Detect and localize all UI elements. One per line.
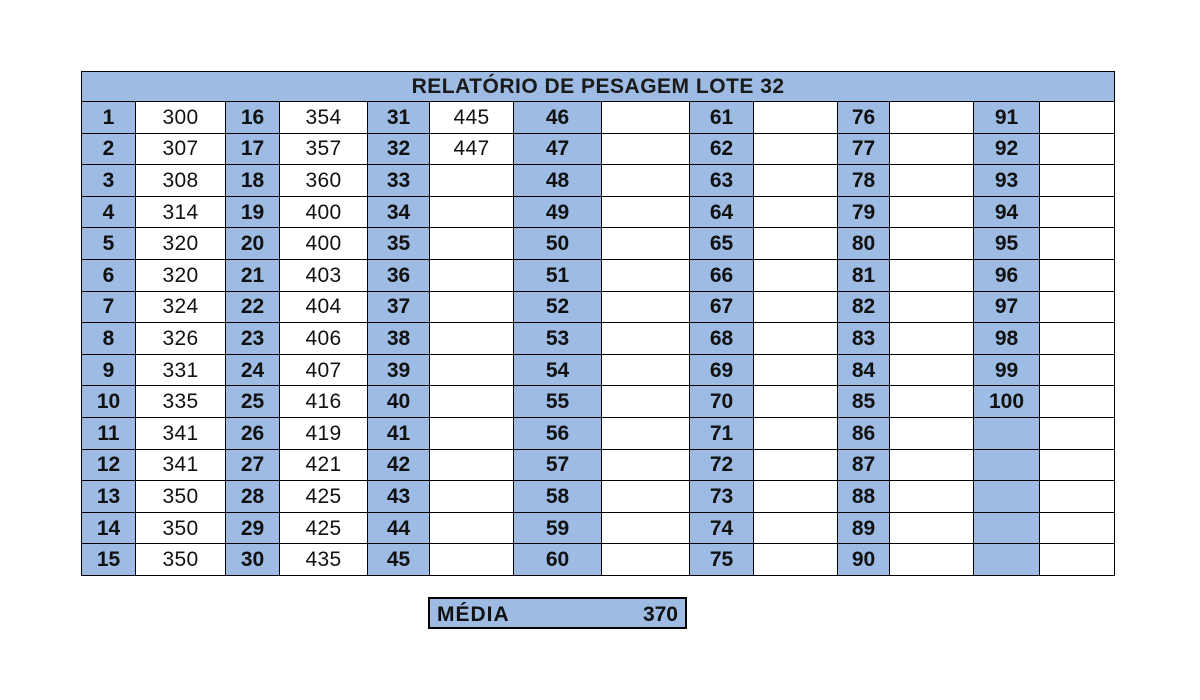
table-row — [82, 259, 1115, 291]
animal-number-cell: 74 — [690, 512, 754, 544]
weight-cell — [890, 133, 974, 165]
animal-number-cell: 77 — [838, 133, 890, 165]
weight-cell: 300 — [136, 102, 226, 134]
weight-cell: 320 — [136, 259, 226, 291]
animal-number-cell: 15 — [82, 544, 136, 576]
animal-number-cell: 2 — [82, 133, 136, 165]
animal-number-cell: 99 — [974, 354, 1040, 386]
weight-cell: 435 — [280, 544, 368, 576]
table-row — [82, 291, 1115, 323]
weight-cell: 308 — [136, 165, 226, 197]
animal-number-cell: 13 — [82, 481, 136, 513]
animal-number-cell: 10 — [82, 386, 136, 418]
animal-number-cell: 96 — [974, 259, 1040, 291]
animal-number-cell: 55 — [514, 386, 602, 418]
animal-number-cell: 81 — [838, 259, 890, 291]
animal-number-cell: 1 — [82, 102, 136, 134]
animal-number-cell: 19 — [226, 196, 280, 228]
weight-cell — [890, 291, 974, 323]
weight-cell — [890, 512, 974, 544]
weight-cell — [602, 323, 690, 355]
weight-cell — [602, 354, 690, 386]
weight-cell: 354 — [280, 102, 368, 134]
animal-number-cell: 44 — [368, 512, 430, 544]
weight-cell — [754, 259, 838, 291]
animal-number-cell: 21 — [226, 259, 280, 291]
weight-cell: 335 — [136, 386, 226, 418]
animal-number-cell: 7 — [82, 291, 136, 323]
weight-cell — [430, 544, 514, 576]
table-row — [82, 417, 1115, 449]
animal-number-cell: 49 — [514, 196, 602, 228]
animal-number-cell: 100 — [974, 386, 1040, 418]
weight-cell: 407 — [280, 354, 368, 386]
animal-number-cell: 92 — [974, 133, 1040, 165]
animal-number-cell: 29 — [226, 512, 280, 544]
weight-cell — [754, 512, 838, 544]
weight-cell — [1040, 291, 1115, 323]
animal-number-cell — [974, 417, 1040, 449]
animal-number-cell: 60 — [514, 544, 602, 576]
animal-number-cell: 20 — [226, 228, 280, 260]
animal-number-cell: 69 — [690, 354, 754, 386]
weight-cell — [430, 512, 514, 544]
weight-cell: 425 — [280, 512, 368, 544]
table-row — [82, 133, 1115, 165]
weight-cell: 406 — [280, 323, 368, 355]
animal-number-cell — [974, 512, 1040, 544]
weight-cell — [1040, 386, 1115, 418]
animal-number-cell — [974, 481, 1040, 513]
weight-cell — [1040, 259, 1115, 291]
animal-number-cell: 5 — [82, 228, 136, 260]
animal-number-cell: 33 — [368, 165, 430, 197]
weight-cell: 404 — [280, 291, 368, 323]
weight-cell — [890, 259, 974, 291]
weight-cell: 357 — [280, 133, 368, 165]
weight-cell — [754, 133, 838, 165]
weight-cell — [602, 417, 690, 449]
animal-number-cell: 63 — [690, 165, 754, 197]
weight-cell — [1040, 449, 1115, 481]
average-value: 370 — [642, 603, 678, 626]
weight-cell — [602, 102, 690, 134]
table-row — [82, 354, 1115, 386]
weight-cell — [754, 354, 838, 386]
animal-number-cell: 62 — [690, 133, 754, 165]
animal-number-cell: 23 — [226, 323, 280, 355]
animal-number-cell: 90 — [838, 544, 890, 576]
weight-cell: 320 — [136, 228, 226, 260]
weight-cell: 419 — [280, 417, 368, 449]
weight-cell — [754, 228, 838, 260]
animal-number-cell: 70 — [690, 386, 754, 418]
table-row — [82, 512, 1115, 544]
weight-cell: 403 — [280, 259, 368, 291]
animal-number-cell: 71 — [690, 417, 754, 449]
animal-number-cell: 94 — [974, 196, 1040, 228]
weight-cell: 416 — [280, 386, 368, 418]
weight-cell — [602, 544, 690, 576]
weight-cell — [754, 291, 838, 323]
weight-cell — [430, 228, 514, 260]
animal-number-cell: 53 — [514, 323, 602, 355]
animal-number-cell: 9 — [82, 354, 136, 386]
animal-number-cell: 39 — [368, 354, 430, 386]
animal-number-cell: 61 — [690, 102, 754, 134]
animal-number-cell: 18 — [226, 165, 280, 197]
weight-cell — [754, 449, 838, 481]
animal-number-cell: 6 — [82, 259, 136, 291]
animal-number-cell: 84 — [838, 354, 890, 386]
weight-cell — [602, 228, 690, 260]
animal-number-cell: 67 — [690, 291, 754, 323]
weight-cell — [1040, 102, 1115, 134]
animal-number-cell: 91 — [974, 102, 1040, 134]
weight-cell — [1040, 354, 1115, 386]
table-row — [82, 481, 1115, 513]
weight-cell — [602, 165, 690, 197]
animal-number-cell: 30 — [226, 544, 280, 576]
weight-cell — [890, 196, 974, 228]
animal-number-cell: 66 — [690, 259, 754, 291]
weight-cell — [890, 449, 974, 481]
animal-number-cell: 73 — [690, 481, 754, 513]
animal-number-cell: 88 — [838, 481, 890, 513]
animal-number-cell: 59 — [514, 512, 602, 544]
animal-number-cell: 16 — [226, 102, 280, 134]
weight-cell — [602, 196, 690, 228]
table-row — [82, 102, 1115, 134]
weight-cell: 360 — [280, 165, 368, 197]
weight-cell — [602, 449, 690, 481]
animal-number-cell — [974, 449, 1040, 481]
animal-number-cell: 97 — [974, 291, 1040, 323]
animal-number-cell: 54 — [514, 354, 602, 386]
animal-number-cell: 72 — [690, 449, 754, 481]
weight-cell: 425 — [280, 481, 368, 513]
weight-cell — [602, 386, 690, 418]
weight-cell: 326 — [136, 323, 226, 355]
weight-cell — [754, 417, 838, 449]
animal-number-cell — [974, 544, 1040, 576]
animal-number-cell: 75 — [690, 544, 754, 576]
weight-cell: 400 — [280, 228, 368, 260]
animal-number-cell: 32 — [368, 133, 430, 165]
animal-number-cell: 36 — [368, 259, 430, 291]
weight-cell: 307 — [136, 133, 226, 165]
weight-cell — [430, 259, 514, 291]
report-title: RELATÓRIO DE PESAGEM LOTE 32 — [82, 72, 1115, 102]
weight-cell: 314 — [136, 196, 226, 228]
weight-cell — [1040, 544, 1115, 576]
animal-number-cell: 35 — [368, 228, 430, 260]
weight-cell — [890, 544, 974, 576]
animal-number-cell: 46 — [514, 102, 602, 134]
weight-cell — [602, 259, 690, 291]
animal-number-cell: 25 — [226, 386, 280, 418]
animal-number-cell: 64 — [690, 196, 754, 228]
weight-cell: 341 — [136, 449, 226, 481]
animal-number-cell: 26 — [226, 417, 280, 449]
animal-number-cell: 41 — [368, 417, 430, 449]
animal-number-cell: 24 — [226, 354, 280, 386]
weight-cell — [430, 481, 514, 513]
weight-cell: 331 — [136, 354, 226, 386]
animal-number-cell: 65 — [690, 228, 754, 260]
weight-cell — [430, 354, 514, 386]
weight-cell: 421 — [280, 449, 368, 481]
animal-number-cell: 47 — [514, 133, 602, 165]
animal-number-cell: 93 — [974, 165, 1040, 197]
average-box — [428, 597, 687, 629]
weight-cell — [890, 354, 974, 386]
animal-number-cell: 57 — [514, 449, 602, 481]
table-row — [82, 386, 1115, 418]
weight-cell — [754, 386, 838, 418]
weight-cell — [430, 323, 514, 355]
weight-cell — [430, 196, 514, 228]
table-row — [82, 228, 1115, 260]
animal-number-cell: 98 — [974, 323, 1040, 355]
weight-cell — [430, 449, 514, 481]
weight-cell — [890, 323, 974, 355]
weight-cell — [890, 417, 974, 449]
table-row — [82, 323, 1115, 355]
animal-number-cell: 12 — [82, 449, 136, 481]
weight-cell — [430, 291, 514, 323]
animal-number-cell: 17 — [226, 133, 280, 165]
animal-number-cell: 56 — [514, 417, 602, 449]
animal-number-cell: 45 — [368, 544, 430, 576]
animal-number-cell: 83 — [838, 323, 890, 355]
animal-number-cell: 76 — [838, 102, 890, 134]
weight-cell: 350 — [136, 481, 226, 513]
animal-number-cell: 31 — [368, 102, 430, 134]
animal-number-cell: 89 — [838, 512, 890, 544]
animal-number-cell: 78 — [838, 165, 890, 197]
animal-number-cell: 38 — [368, 323, 430, 355]
weight-cell — [430, 386, 514, 418]
weight-cell — [754, 196, 838, 228]
weight-cell — [1040, 417, 1115, 449]
animal-number-cell: 52 — [514, 291, 602, 323]
animal-number-cell: 27 — [226, 449, 280, 481]
weight-cell: 400 — [280, 196, 368, 228]
animal-number-cell: 4 — [82, 196, 136, 228]
weight-cell — [1040, 323, 1115, 355]
weight-cell — [890, 228, 974, 260]
animal-number-cell: 40 — [368, 386, 430, 418]
weight-cell: 445 — [430, 102, 514, 134]
animal-number-cell: 86 — [838, 417, 890, 449]
weight-cell: 350 — [136, 544, 226, 576]
animal-number-cell: 85 — [838, 386, 890, 418]
animal-number-cell: 79 — [838, 196, 890, 228]
weight-cell — [890, 481, 974, 513]
animal-number-cell: 8 — [82, 323, 136, 355]
weighing-report-table — [81, 71, 1115, 576]
weight-cell — [754, 165, 838, 197]
table-row — [82, 449, 1115, 481]
animal-number-cell: 80 — [838, 228, 890, 260]
weight-cell: 324 — [136, 291, 226, 323]
weight-cell: 447 — [430, 133, 514, 165]
weight-cell — [754, 102, 838, 134]
weight-cell — [430, 417, 514, 449]
animal-number-cell: 82 — [838, 291, 890, 323]
animal-number-cell: 3 — [82, 165, 136, 197]
animal-number-cell: 87 — [838, 449, 890, 481]
weight-cell — [602, 291, 690, 323]
animal-number-cell: 50 — [514, 228, 602, 260]
weight-cell — [430, 165, 514, 197]
weight-cell — [1040, 512, 1115, 544]
weight-cell: 350 — [136, 512, 226, 544]
animal-number-cell: 37 — [368, 291, 430, 323]
animal-number-cell: 28 — [226, 481, 280, 513]
weight-cell: 341 — [136, 417, 226, 449]
animal-number-cell: 58 — [514, 481, 602, 513]
weight-cell — [1040, 165, 1115, 197]
average-label: MÉDIA — [437, 603, 510, 626]
weight-cell — [602, 133, 690, 165]
weight-cell — [1040, 481, 1115, 513]
weight-cell — [890, 165, 974, 197]
weight-cell — [754, 481, 838, 513]
weight-cell — [1040, 133, 1115, 165]
weight-cell — [602, 481, 690, 513]
animal-number-cell: 42 — [368, 449, 430, 481]
animal-number-cell: 11 — [82, 417, 136, 449]
weight-cell — [602, 512, 690, 544]
table-row — [82, 165, 1115, 197]
title-row — [82, 72, 1115, 102]
weight-cell — [890, 102, 974, 134]
animal-number-cell: 14 — [82, 512, 136, 544]
animal-number-cell: 34 — [368, 196, 430, 228]
weight-cell — [754, 323, 838, 355]
table-row — [82, 544, 1115, 576]
animal-number-cell: 95 — [974, 228, 1040, 260]
animal-number-cell: 51 — [514, 259, 602, 291]
weight-cell — [754, 544, 838, 576]
table-row — [82, 196, 1115, 228]
animal-number-cell: 43 — [368, 481, 430, 513]
animal-number-cell: 22 — [226, 291, 280, 323]
weight-cell — [1040, 228, 1115, 260]
animal-number-cell: 48 — [514, 165, 602, 197]
weight-cell — [890, 386, 974, 418]
animal-number-cell: 68 — [690, 323, 754, 355]
weight-cell — [1040, 196, 1115, 228]
